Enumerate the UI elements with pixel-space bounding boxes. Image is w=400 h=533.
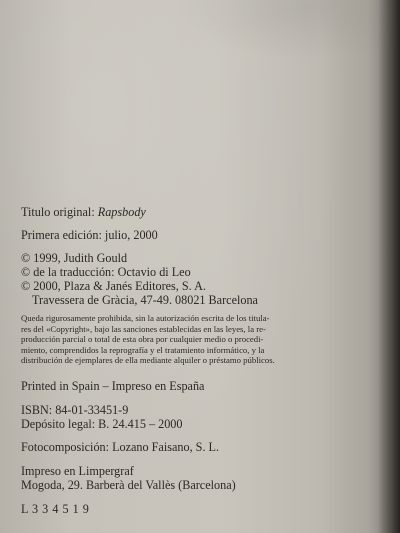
printed-in: Printed in Spain – Impreso en España (21, 379, 205, 393)
legal-notice-line: res del «Copyright», bajo las sanciones establecidas en las leyes, la re- (21, 323, 266, 334)
page-edge-shadow (378, 0, 400, 533)
legal-notice-line: distribución de ejemplares de ella mediante alquiler o préstamo públicos. (21, 355, 275, 366)
legal-notice-line: producción parcial o total de esta obra por cualquier medio o procedi- (21, 334, 264, 345)
printer-address: Mogoda, 29. Barberà del Vallès (Barcelona) (21, 478, 236, 492)
show-through-shadow (170, 0, 400, 60)
original-title-line (21, 206, 146, 218)
first-edition: Primera edición: julio, 2000 (21, 228, 158, 242)
copyright-publisher: © 2000, Plaza & Janés Editores, S. A. (21, 279, 206, 293)
book-code: L 3 3 4 5 1 9 (21, 502, 90, 516)
legal-notice-line: miento, comprendidos la reprografía y el tratamiento informático, y la (21, 344, 265, 355)
legal-notice (21, 313, 321, 366)
isbn: ISBN: 84-01-33451-9 (21, 403, 129, 417)
copyright-author: © 1999, Judith Gould (21, 251, 128, 265)
original-title: Rapsbody (97, 205, 146, 219)
legal-deposit: Depósito legal: B. 24.415 – 2000 (21, 417, 183, 431)
copyright-translation: © de la traducción: Octavio di Leo (21, 265, 191, 279)
publisher-address: Travessera de Gràcia, 47-49. 08021 Barcelona (32, 293, 258, 307)
legal-notice-line: Queda rigurosamente prohibida, sin la autorización escrita de los titula- (21, 313, 270, 323)
original-title-label: Titulo original: (21, 205, 95, 219)
printer-name: Impreso en Limpergraf (21, 464, 134, 478)
typesetting: Fotocomposición: Lozano Faisano, S. L. (21, 440, 220, 454)
